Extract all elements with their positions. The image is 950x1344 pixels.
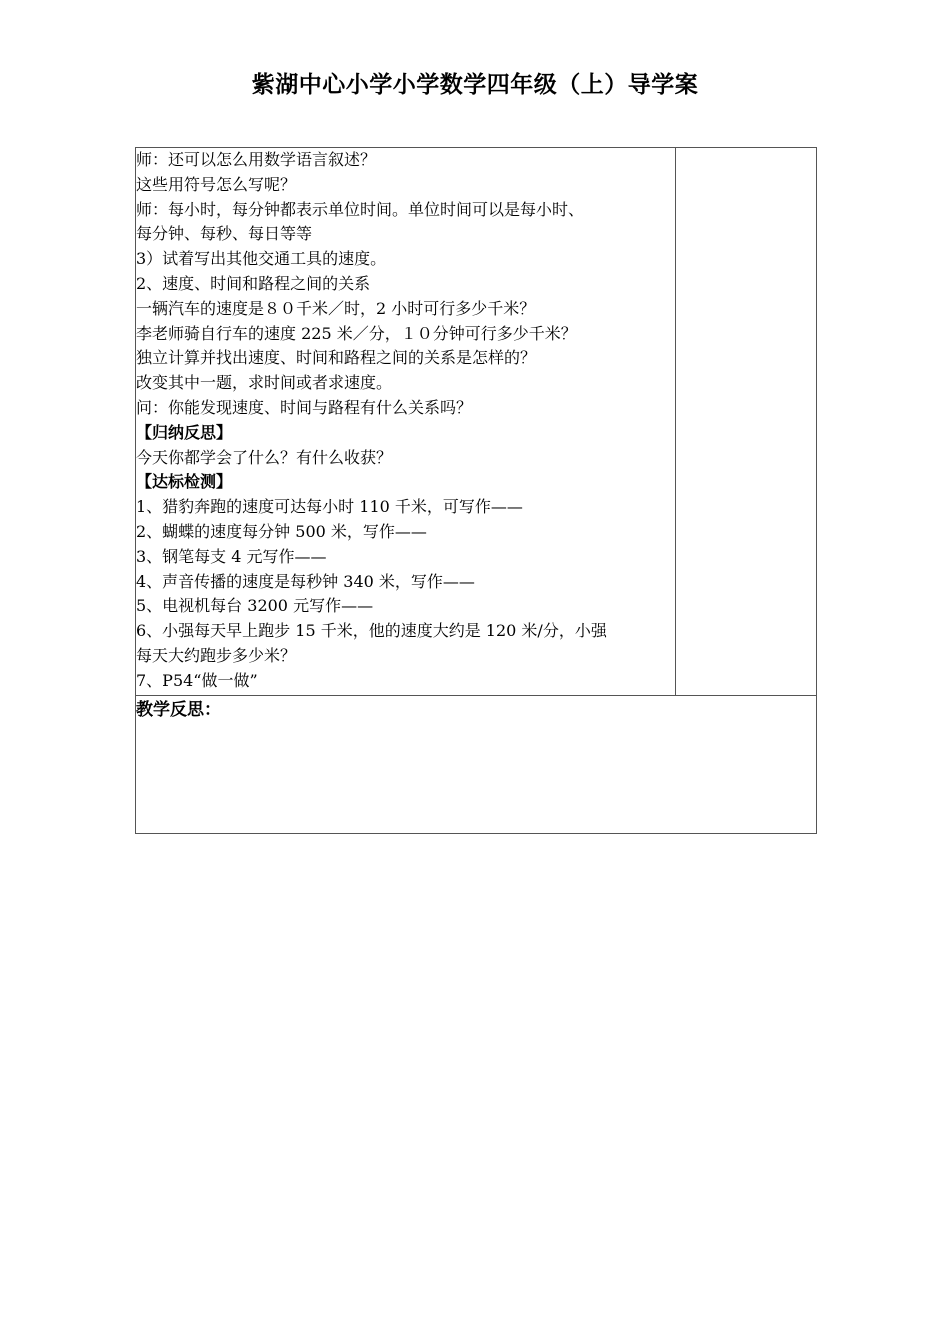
content-line: 2、速度、时间和路程之间的关系 [136,273,371,293]
content-line: 每天大约跑步多少米？ [136,645,297,665]
content-line: 一辆汽车的速度是８０千米／时，2 小时可行多少千米？ [136,298,536,318]
content-row [136,148,817,696]
content-line: 1、猎豹奔跑的速度可达每小时 110 千米，可写作—— [136,497,523,517]
reflection-label: 教学反思： [136,700,221,720]
section-heading: 【归纳反思】 [136,422,233,442]
content-line: 这些用符号怎么写呢？ [136,174,297,194]
content-line: 3）试着写出其他交通工具的速度。 [136,249,387,269]
lesson-table [135,147,817,834]
content-line: 3、钢笔每支 4 元写作—— [136,546,327,566]
content-lines [136,148,675,694]
content-cell [136,148,676,696]
content-line: 2、蝴蝶的速度每分钟 500 米，写作—— [136,521,427,541]
reflection-row [136,696,817,834]
notes-column-cell [676,148,817,696]
content-line: 李老师骑自行车的速度 225 米／分，１０分钟可行多少千米？ [136,323,577,343]
content-line: 问：你能发现速度、时间与路程有什么关系吗？ [136,397,473,417]
content-line: 今天你都学会了什么？有什么收获？ [136,447,393,467]
content-line: 4、声音传播的速度是每秒钟 340 米，写作—— [136,571,475,591]
reflection-cell [136,696,817,834]
content-line: 独立计算并找出速度、时间和路程之间的关系是怎样的？ [136,348,537,368]
content-line: 6、小强每天早上跑步 15 千米，他的速度大约是 120 米/分，小强 [136,621,607,641]
content-line: 改变其中一题，求时间或者求速度。 [136,373,393,393]
page-title: 紫湖中心小学小学数学四年级（上）导学案 [251,72,699,98]
content-line: 5、电视机每台 3200 元写作—— [136,596,374,616]
section-heading: 【达标检测】 [136,472,233,492]
content-line: 师：每小时，每分钟都表示单位时间。单位时间可以是每小时、 [136,199,585,219]
content-line: 7、P54“做一做” [136,670,258,690]
content-line: 每分钟、每秒、每日等等 [136,224,313,244]
content-line: 师：还可以怎么用数学语言叙述？ [136,150,377,169]
